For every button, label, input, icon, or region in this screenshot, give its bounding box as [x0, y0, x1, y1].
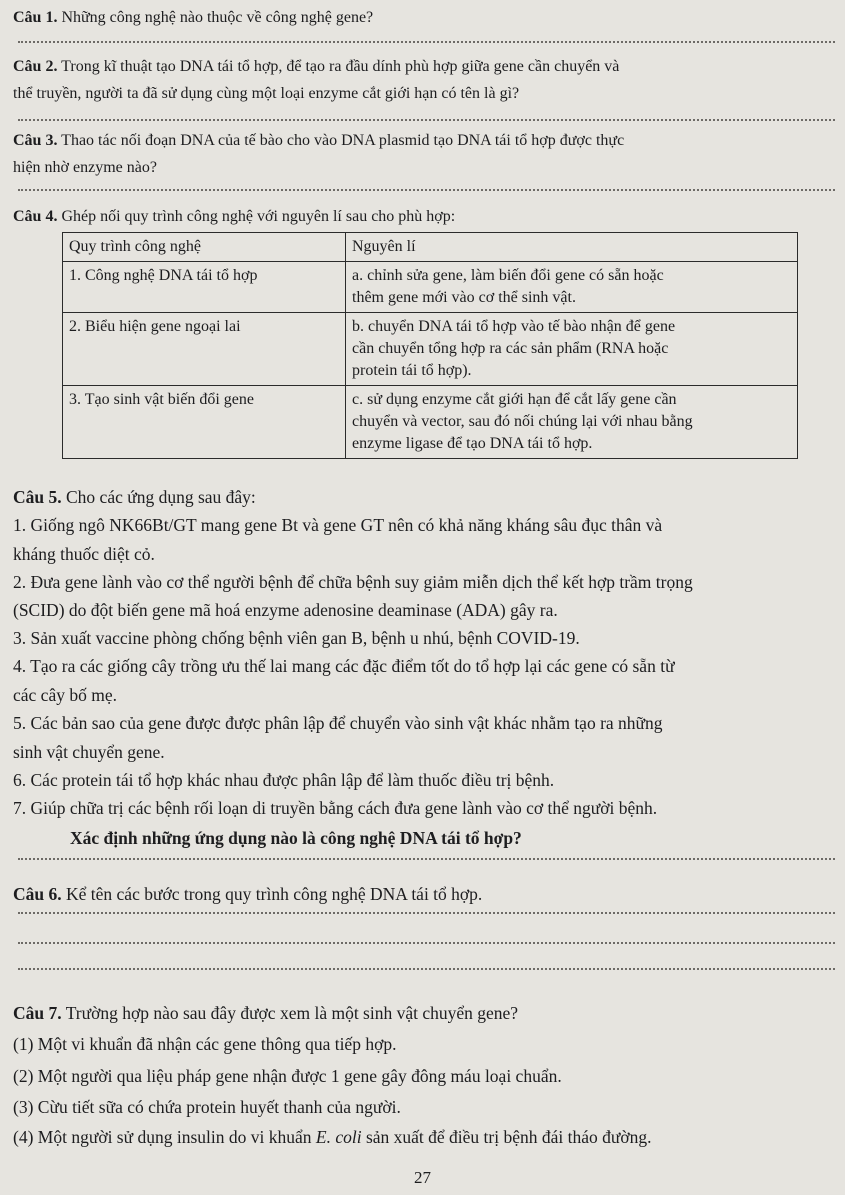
option-line: (1) Một vi khuẩn đã nhận các gene thông qua tiếp hợp. — [13, 1034, 397, 1054]
answer-line-6a — [18, 912, 835, 914]
header-principle: Nguyên lí — [346, 233, 798, 262]
header-process: Quy trình công nghệ — [63, 233, 346, 262]
process-cell: 2. Biểu hiện gene ngoại lai — [63, 313, 346, 386]
application-line: (SCID) do đột biến gene mã hoá enzyme adenosine deaminase (ADA) gây ra. — [13, 600, 558, 620]
question-5: Câu 5. Cho các ứng dụng sau đây: — [13, 487, 256, 507]
answer-line-6c — [18, 968, 835, 970]
application-line: các cây bố mẹ. — [13, 685, 117, 705]
application-line: 4. Tạo ra các giống cây trồng ưu thế lai mang các đặc điểm tốt do tổ hợp lại các gene có sẵn từ — [13, 656, 675, 676]
application-line: sinh vật chuyển gene. — [13, 742, 165, 762]
process-cell: 3. Tạo sinh vật biến đổi gene — [63, 386, 346, 459]
question-5-prompt: Xác định những ứng dụng nào là công nghệ DNA tái tổ hợp? — [70, 828, 522, 848]
question-2-cont: thể truyền, người ta đã sử dụng cùng một loại enzyme cắt giới hạn có tên là gì? — [13, 85, 520, 102]
application-line: 6. Các protein tái tổ hợp khác nhau được phân lập để làm thuốc điều trị bệnh. — [13, 770, 555, 790]
answer-line-5 — [18, 858, 835, 860]
application-line: 3. Sản xuất vaccine phòng chống bệnh viên gan B, bệnh u nhú, bệnh COVID-19. — [13, 628, 580, 648]
table-header-row — [63, 233, 798, 262]
answer-line-6b — [18, 942, 835, 944]
application-line: 5. Các bản sao của gene được được phân lập để chuyển vào sinh vật khác nhằm tạo ra những — [13, 713, 663, 733]
answer-line-3 — [18, 189, 835, 191]
principle-cell: b. chuyển DNA tái tổ hợp vào tế bào nhận để gene cần chuyển tổng hợp ra các sản phẩm (RNA hoặc protein tái tổ hợp). — [346, 313, 798, 386]
table-row — [63, 313, 798, 386]
option-line: (3) Cừu tiết sữa có chứa protein huyết thanh của người. — [13, 1097, 401, 1117]
question-4: Câu 4. Ghép nối quy trình công nghệ với nguyên lí sau cho phù hợp: — [13, 208, 456, 225]
answer-line-1 — [18, 41, 835, 43]
application-line: 7. Giúp chữa trị các bệnh rối loạn di truyền bằng cách đưa gene lành vào cơ thể người bệnh. — [13, 798, 658, 818]
question-3-cont: hiện nhờ enzyme nào? — [13, 159, 157, 176]
principle-cell: c. sử dụng enzyme cắt giới hạn để cắt lấy gene cần chuyển và vector, sau đó nối chúng lại với nhau bằng enzyme ligase để tạo DNA tái tổ hợp. — [346, 386, 798, 459]
answer-line-2 — [18, 119, 835, 121]
table-row — [63, 262, 798, 313]
question-3: Câu 3. Thao tác nối đoạn DNA của tế bào cho vào DNA plasmid tạo DNA tái tổ hợp được thực — [13, 132, 625, 149]
question-2: Câu 2. Trong kĩ thuật tạo DNA tái tổ hợp, để tạo ra đầu dính phù hợp giữa gene cần chuyển và — [13, 58, 620, 75]
matching-table — [62, 232, 798, 459]
option-line: (2) Một người qua liệu pháp gene nhận được 1 gene gây đông máu loại chuẩn. — [13, 1066, 562, 1086]
option-line: (4) Một người sử dụng insulin do vi khuẩn E. coli sản xuất để điều trị bệnh đái tháo đường. — [13, 1127, 652, 1147]
application-line: kháng thuốc diệt cỏ. — [13, 544, 155, 564]
application-line: 2. Đưa gene lành vào cơ thể người bệnh để chữa bệnh suy giảm miễn dịch thể kết hợp trầm trọng — [13, 572, 693, 592]
table-row — [63, 386, 798, 459]
page-number: 27 — [414, 1168, 431, 1187]
question-1: Câu 1. Những công nghệ nào thuộc về công nghệ gene? — [13, 9, 374, 26]
application-line: 1. Giống ngô NK66Bt/GT mang gene Bt và gene GT nên có khả năng kháng sâu đục thân và — [13, 515, 663, 535]
principle-cell: a. chỉnh sửa gene, làm biến đổi gene có sẵn hoặc thêm gene mới vào cơ thể sinh vật. — [346, 262, 798, 313]
process-cell: 1. Công nghệ DNA tái tổ hợp — [63, 262, 346, 313]
question-6: Câu 6. Kể tên các bước trong quy trình công nghệ DNA tái tổ hợp. — [13, 884, 483, 904]
question-7: Câu 7. Trường hợp nào sau đây được xem là một sinh vật chuyển gene? — [13, 1003, 519, 1023]
